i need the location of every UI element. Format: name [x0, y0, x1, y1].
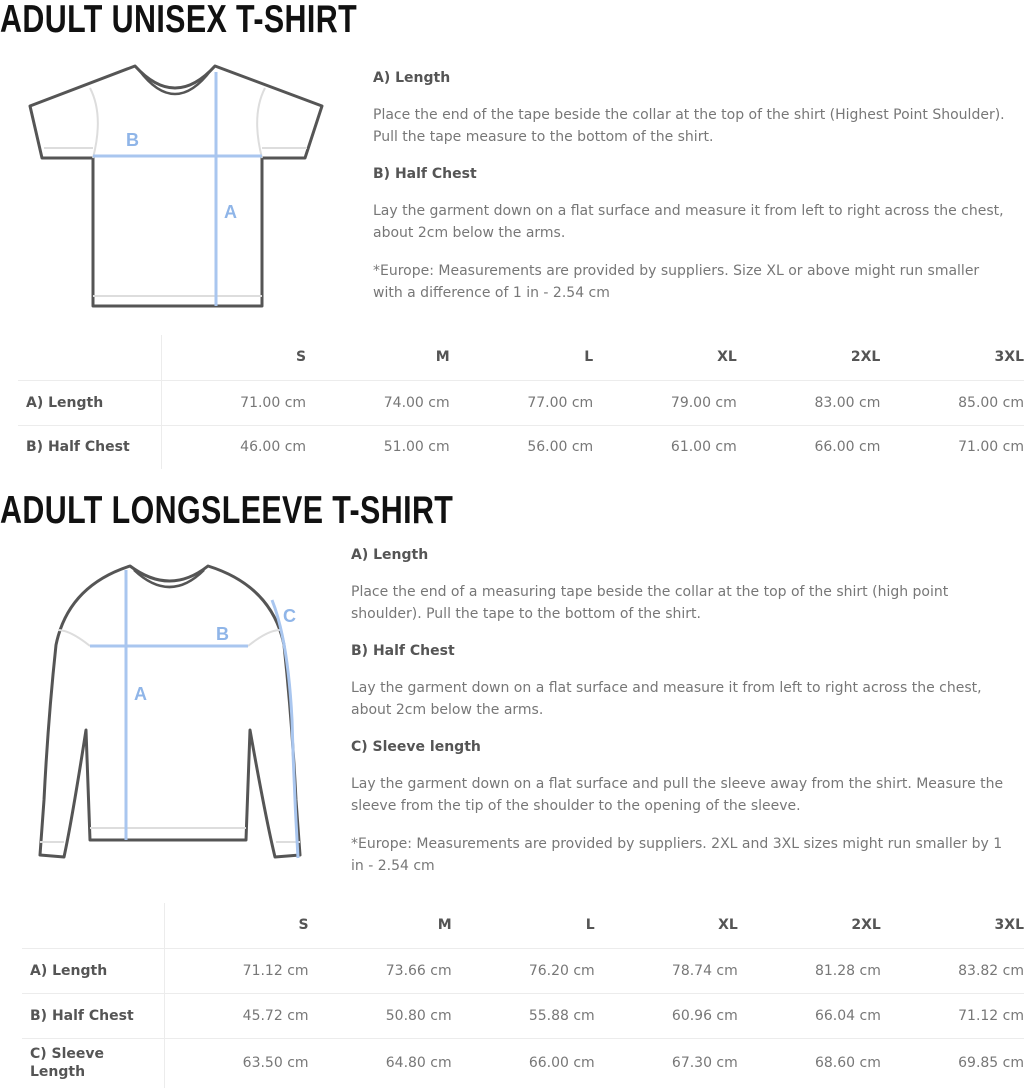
label-c: C: [283, 606, 296, 626]
table-cell: 46.00 cm: [162, 425, 307, 469]
longsleeve-title: ADULT LONGSLEEVE T-SHIRT: [0, 489, 454, 532]
size-header: S: [298, 917, 309, 934]
table-cell: 85.00 cm: [880, 380, 1024, 425]
table-cell: 67.30 cm: [595, 1038, 738, 1088]
label-b: B: [126, 130, 139, 150]
row-label: A) Length: [22, 948, 165, 993]
tshirt-instructions: [373, 68, 1013, 304]
table-cell: 68.60 cm: [738, 1038, 881, 1088]
longsleeve-measurement-diagram: [30, 560, 310, 865]
table-cell: 66.00 cm: [452, 1038, 595, 1088]
table-cell: 69.85 cm: [881, 1038, 1024, 1088]
table-cell: 83.82 cm: [881, 948, 1024, 993]
table-cell: 71.00 cm: [162, 380, 307, 425]
table-cell: 79.00 cm: [593, 380, 737, 425]
instruction-text: Lay the garment down on a flat surface and measure it from left to right across the chest, about 2cm below the arms.: [351, 680, 982, 718]
table-cell: 45.72 cm: [165, 993, 309, 1038]
label-a: A: [224, 202, 237, 222]
longsleeve-instructions: [351, 545, 1011, 877]
instruction-heading: B) Half Chest: [351, 643, 455, 659]
table-row: [22, 993, 1024, 1038]
size-header: M: [437, 917, 452, 934]
instruction-heading: A) Length: [351, 547, 429, 563]
table-corner: [18, 335, 162, 380]
size-header: 2XL: [850, 349, 881, 366]
table-cell: 66.00 cm: [737, 425, 881, 469]
size-header: L: [585, 917, 595, 934]
longsleeve-size-table: [22, 903, 1024, 1088]
table-corner: [22, 903, 165, 948]
table-cell: 83.00 cm: [737, 380, 881, 425]
table-header-row: [18, 335, 1024, 380]
table-cell: 63.50 cm: [165, 1038, 309, 1088]
table-row: [22, 948, 1024, 993]
row-label: C) Sleeve Length: [22, 1038, 165, 1088]
instruction-text: Place the end of a measuring tape beside the collar at the top of the shirt (high point shoulder). Pull the tape to the bottom of the shirt.: [351, 584, 949, 622]
table-cell: 81.28 cm: [738, 948, 881, 993]
instruction-text: Lay the garment down on a flat surface and measure it from left to right across the chest, about 2cm below the arms.: [373, 203, 1004, 241]
table-cell: 73.66 cm: [309, 948, 452, 993]
instruction-text: Place the end of the tape beside the collar at the top of the shirt (Highest Point Shoulder). Pull the tape measure to the bottom of the shirt.: [373, 107, 1005, 145]
longsleeve-outline: [40, 566, 300, 857]
table-cell: 55.88 cm: [452, 993, 595, 1038]
tshirt-measurement-diagram: [22, 60, 332, 316]
row-label: B) Half Chest: [22, 993, 165, 1038]
label-b: B: [216, 624, 229, 644]
table-row: [18, 380, 1024, 425]
tshirt-title: ADULT UNISEX T-SHIRT: [0, 0, 358, 41]
instruction-text: Lay the garment down on a flat surface and pull the sleeve away from the shirt. Measure the sleeve from the tip of the shoulder to the opening of the sleeve.: [351, 776, 1004, 814]
tshirt-size-table: [18, 335, 1024, 469]
instruction-heading: A) Length: [373, 70, 451, 86]
table-cell: 74.00 cm: [306, 380, 450, 425]
row-label: A) Length: [18, 380, 162, 425]
tshirt-outline: [30, 66, 322, 306]
instruction-heading: B) Half Chest: [373, 166, 477, 182]
size-header: XL: [717, 349, 737, 366]
europe-note: *Europe: Measurements are provided by suppliers. Size XL or above might run smaller with a difference of 1 in - 2.54 cm: [373, 263, 980, 301]
table-cell: 77.00 cm: [450, 380, 594, 425]
table-cell: 71.00 cm: [880, 425, 1024, 469]
table-cell: 71.12 cm: [881, 993, 1024, 1038]
table-cell: 64.80 cm: [309, 1038, 452, 1088]
size-header: 2XL: [851, 917, 881, 934]
size-header: 3XL: [994, 917, 1024, 934]
table-cell: 71.12 cm: [165, 948, 309, 993]
size-header: 3XL: [994, 349, 1024, 366]
table-row: [18, 425, 1024, 469]
size-header: M: [435, 349, 450, 366]
table-cell: 50.80 cm: [309, 993, 452, 1038]
table-cell: 66.04 cm: [738, 993, 881, 1038]
table-cell: 51.00 cm: [306, 425, 450, 469]
table-row: [22, 1038, 1024, 1088]
size-header: XL: [718, 917, 738, 934]
table-header-row: [22, 903, 1024, 948]
instruction-heading: C) Sleeve length: [351, 739, 481, 755]
table-cell: 56.00 cm: [450, 425, 594, 469]
table-cell: 76.20 cm: [452, 948, 595, 993]
size-header: L: [584, 349, 594, 366]
table-cell: 60.96 cm: [595, 993, 738, 1038]
row-label: B) Half Chest: [18, 425, 162, 469]
table-cell: 78.74 cm: [595, 948, 738, 993]
size-header: S: [295, 349, 307, 366]
table-cell: 61.00 cm: [593, 425, 737, 469]
label-a: A: [134, 684, 147, 704]
europe-note: *Europe: Measurements are provided by suppliers. 2XL and 3XL sizes might run smaller by 1 in - 2.54 cm: [351, 836, 1003, 874]
